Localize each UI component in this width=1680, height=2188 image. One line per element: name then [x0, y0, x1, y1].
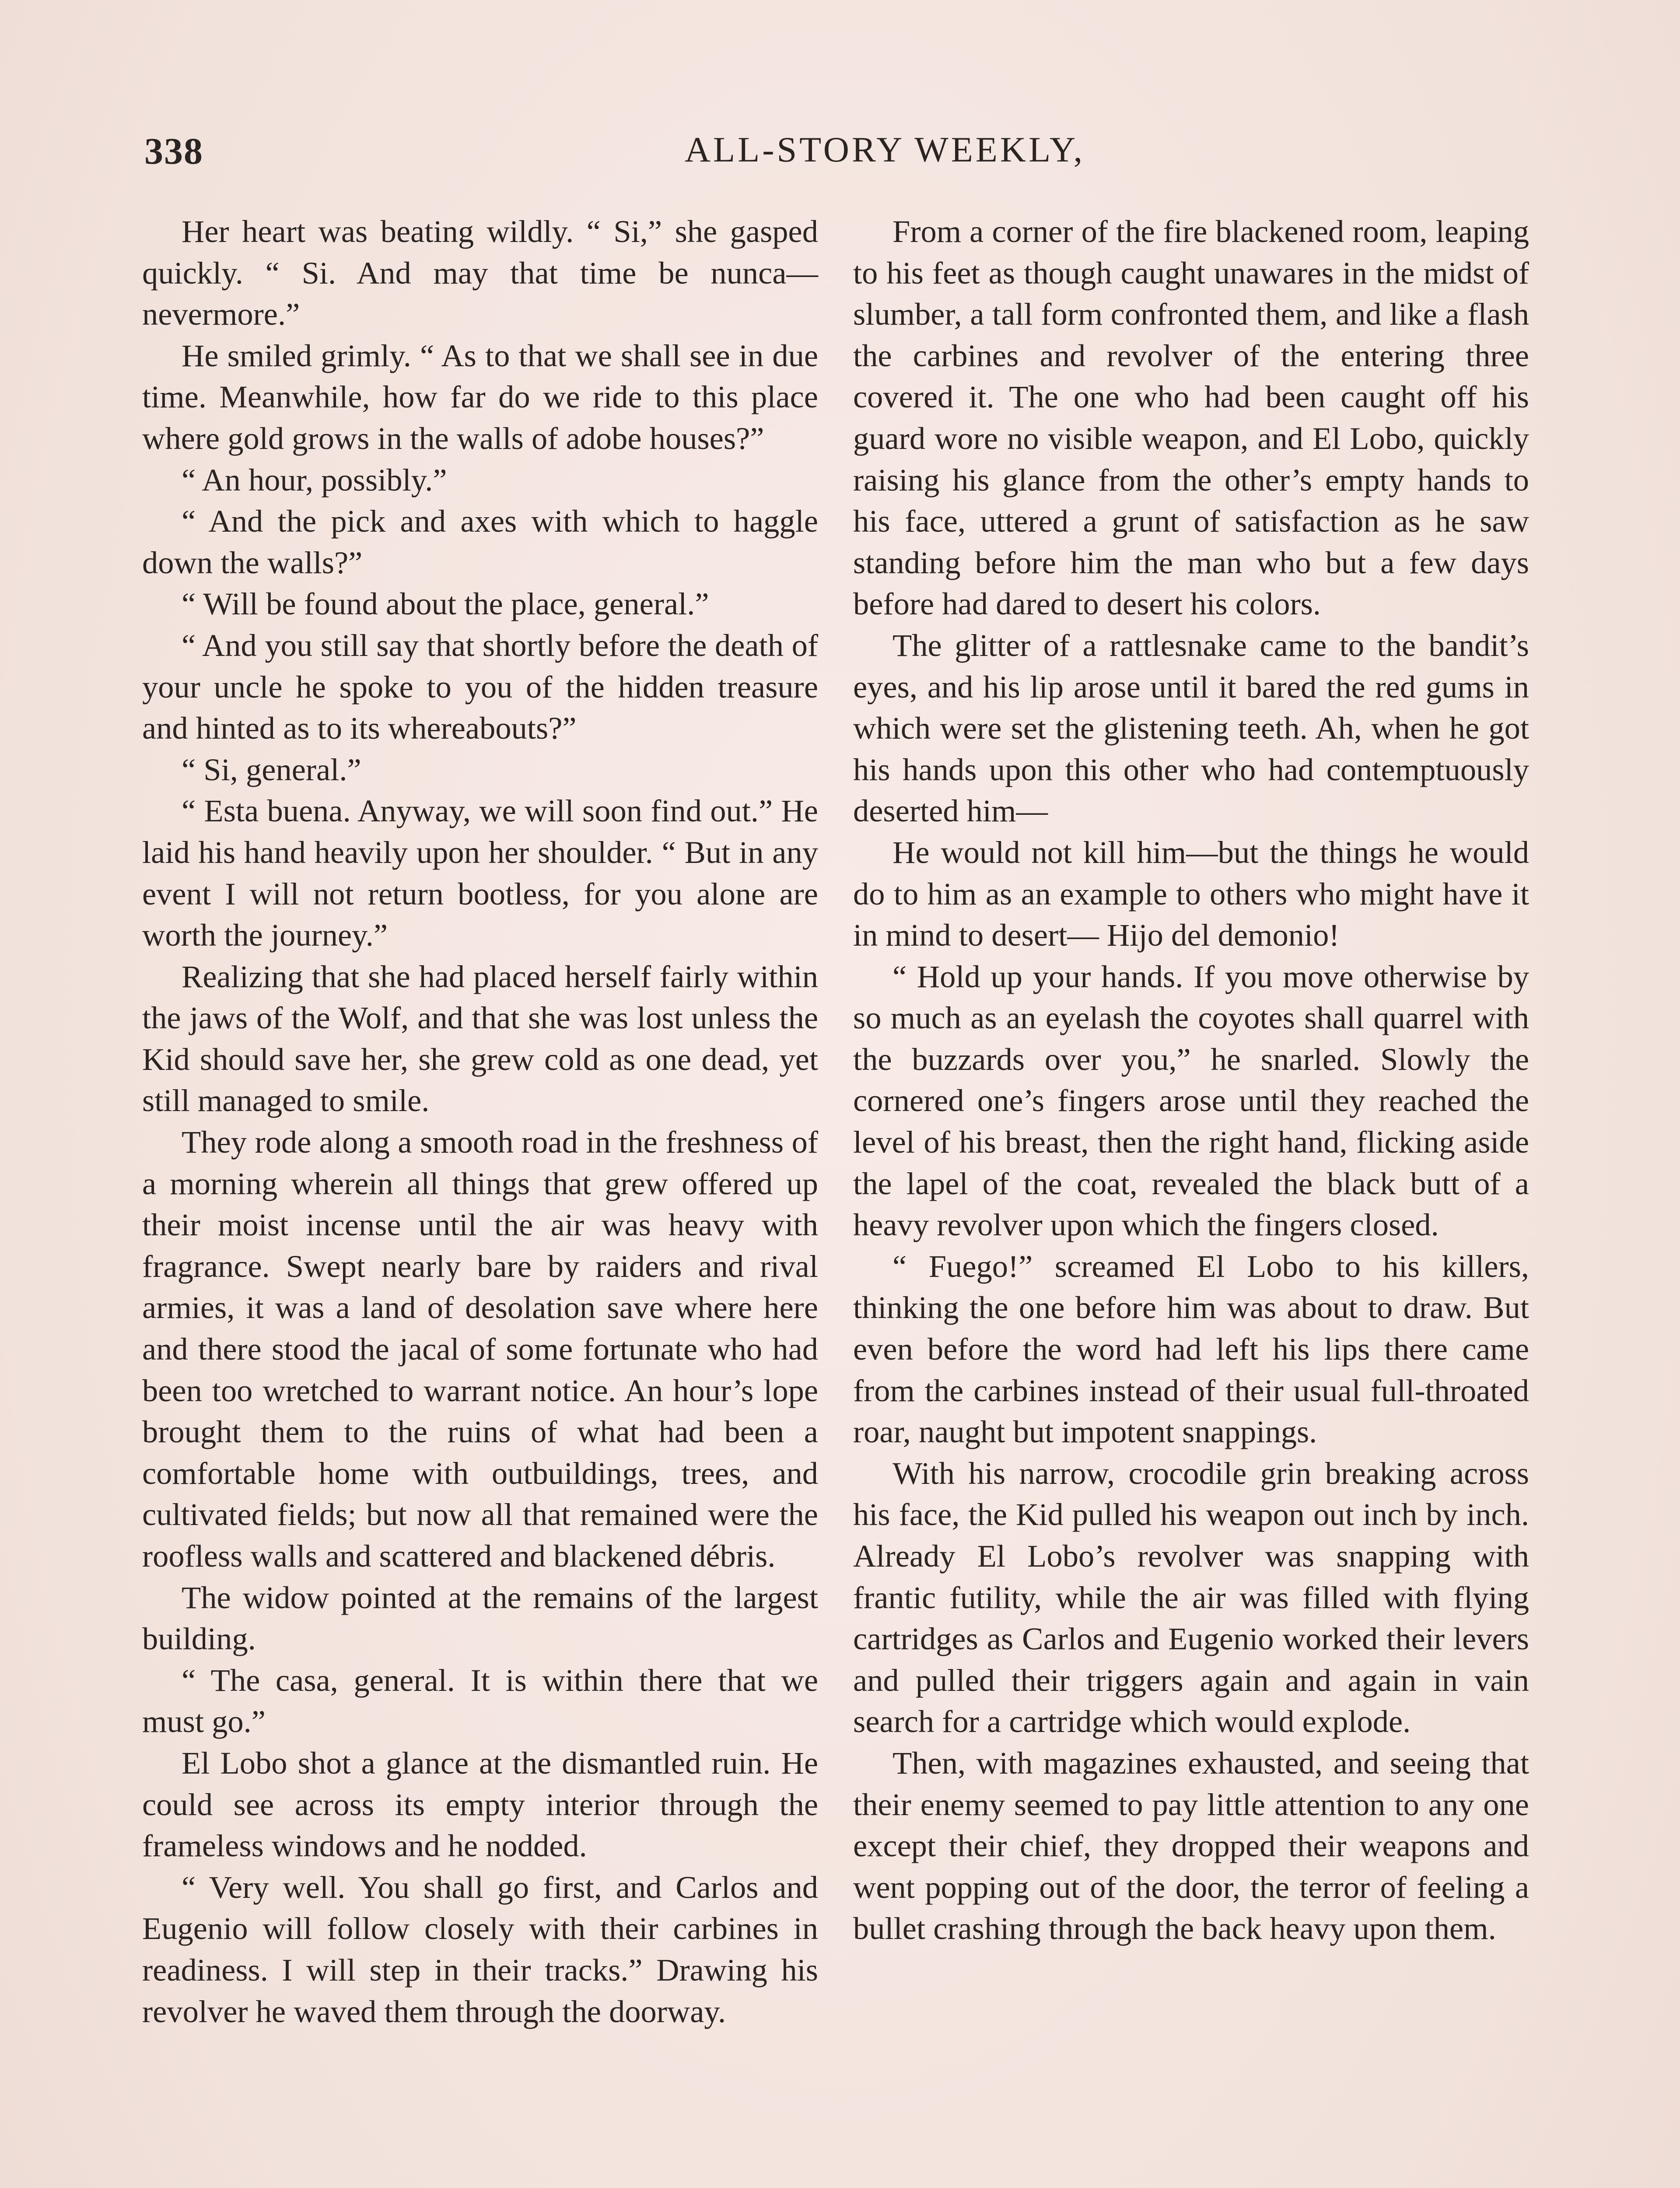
paragraph: He smiled grimly. “ As to that we shall see in due time. Meanwhile, how far do we ride to this place where gold grows in the walls of adobe houses?”: [142, 337, 818, 456]
paragraph: “ Will be found about the place, general.”: [182, 586, 709, 622]
paragraph: The widow pointed at the remains of the largest building.: [142, 1579, 818, 1657]
paragraph: “ The casa, general. It is within there that we must go.”: [142, 1662, 818, 1739]
left-column: [142, 211, 818, 2032]
paragraph: From a corner of the fire blackened room, leaping to his feet as though caught unawares in the midst of slumber, a tall form confronted them, and like a flash the carbines and revolver of the entering three covered it. The one who had been caught off his guard wore no visible weapon, and El Lobo, quickly raising his glance from the other’s empty hands to his face, uttered a grunt of satisfaction as he saw standing before him the man who but a few days before had dared to desert his colors.: [853, 214, 1529, 622]
paragraph: “ And you still say that shortly before the death of your uncle he spoke to you of the hidden treasure and hinted as to its whereabouts?”: [142, 627, 818, 746]
page-header: [144, 129, 1538, 182]
paragraph: “ Esta buena. Anyway, we will soon find out.” He laid his hand heavily upon her shoulder. “ But in any event I will not return bootless, for you alone are worth the journey.”: [142, 793, 818, 953]
paragraph: “ An hour, possibly.”: [182, 462, 447, 498]
paragraph: “ Si, general.”: [182, 751, 361, 787]
paragraph: Her heart was beating wildly. “ Si,” she gasped quickly. “ Si. And may that time be nunca—nevermore.”: [142, 214, 818, 332]
running-title: ALL-STORY WEEKLY,: [684, 130, 1085, 169]
paragraph: The glitter of a rattlesnake came to the bandit’s eyes, and his lip arose until it bared the red gums in which were set the glistening teeth. Ah, when he got his hands upon this other who had contemptuously deserted him—: [853, 627, 1529, 829]
paragraph: El Lobo shot a glance at the dismantled ruin. He could see across its empty interior through the frameless windows and he nodded.: [142, 1745, 818, 1864]
paragraph: “ Hold up your hands. If you move otherwise by so much as an eyelash the coyotes shall quarrel with the buzzards over you,” he snarled. Slowly the cornered one’s fingers arose until they reached the level of his breast, then the right hand, flicking aside the lapel of the coat, revealed the black butt of a heavy revolver upon which the fingers closed.: [853, 958, 1529, 1243]
page-number: 338: [144, 130, 203, 172]
paragraph: “ And the pick and axes with which to haggle down the walls?”: [142, 503, 818, 580]
paragraph: Then, with magazines exhausted, and seeing that their enemy seemed to pay little attention to any one except their chief, they dropped their weapons and went popping out of the door, the terror of feeling a bullet crashing through the back heavy upon them.: [853, 1745, 1529, 1946]
right-column: [853, 211, 1529, 1950]
paragraph: “ Very well. You shall go first, and Carlos and Eugenio will follow closely with their carbines in readiness. I will step in their tracks.” Drawing his revolver he waved them through the doorway.: [142, 1869, 818, 2029]
paragraph: “ Fuego!” screamed El Lobo to his killers, thinking the one before him was about to draw. But even before the word had left his lips there came from the carbines instead of their usual full-throated roar, naught but impotent snappings.: [853, 1248, 1529, 1450]
paragraph: Realizing that she had placed herself fairly within the jaws of the Wolf, and that she was lost unless the Kid should save her, she grew cold as one dead, yet still managed to smile.: [142, 958, 818, 1119]
paragraph: With his narrow, crocodile grin breaking across his face, the Kid pulled his weapon out inch by inch. Already El Lobo’s revolver was snapping with frantic futility, while the air was filled with flying cartridges as Carlos and Eugenio worked their levers and pulled their triggers again and again in vain search for a cartridge which would explode.: [853, 1455, 1529, 1739]
paragraph: He would not kill him—but the things he would do to him as an example to others who might have it in mind to desert— Hijo del demonio!: [853, 834, 1529, 953]
paragraph: They rode along a smooth road in the freshness of a morning wherein all things that grew offered up their moist incense until the air was heavy with fragrance. Swept nearly bare by raiders and rival armies, it was a land of desolation save where here and there stood the jacal of some fortunate who had been too wretched to warrant notice. An hour’s lope brought them to the ruins of what had been a comfortable home with outbuildings, trees, and cultivated fields; but now all that remained were the roofless walls and scattered and blackened débris.: [142, 1124, 818, 1574]
